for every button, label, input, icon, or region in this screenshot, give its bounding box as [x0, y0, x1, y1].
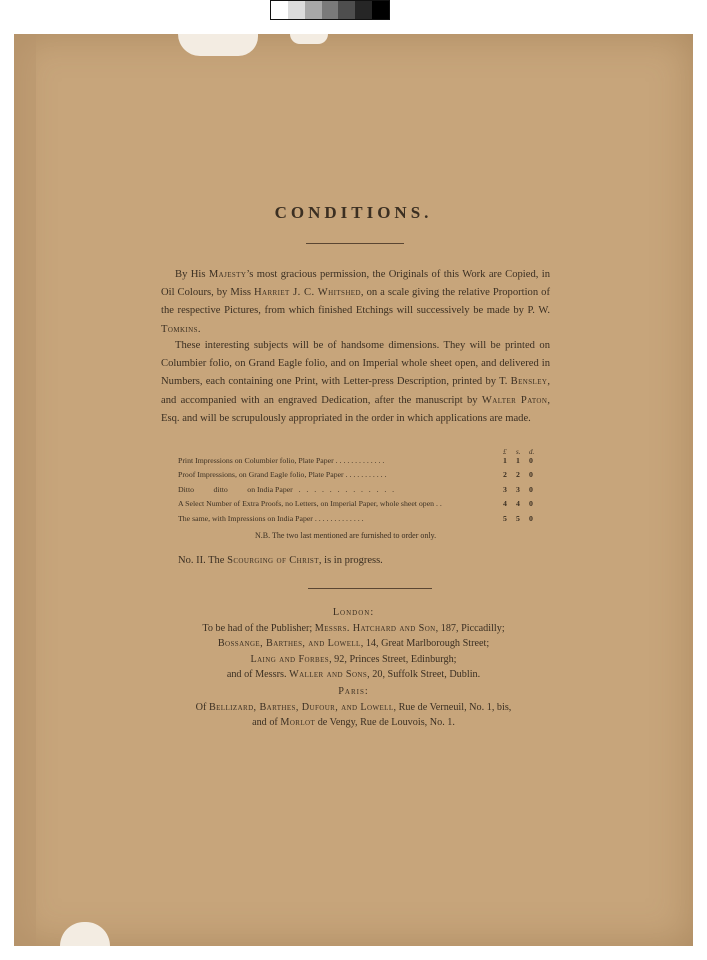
imprint-line: Bossange, Barthes, and Lowell, 14, Great Marlborough Street; — [217, 638, 490, 650]
imprint-line: Of Bellizard, Barthes, Dufour, and Lowell, Rue de Verneuil, No. 1, bis, — [195, 701, 512, 713]
price-list — [178, 445, 538, 528]
imprint-line: Laing and Forbes, 92, Princes Street, Edinburgh; — [250, 653, 457, 665]
page-title: CONDITIONS. — [274, 203, 433, 222]
paragraph-dimensions: These interesting subjects will be of handsome dimensions. They will be printed on Columbier folio, on Grand Eagle folio, and on Imperial whole sheet open, and delivered in Numbers, each containing one Print, with Letter-press Description, printed by T. Bensley, and accompanied with an engraved Dedication, after the manuscript by Walter Paton, Esq. and will be scrupulously appropriated in the order in which applications are made. — [161, 340, 550, 424]
price-row: Ditto ditto on India Paper . . . . . . . . . . . . . 3 3 0 — [178, 484, 533, 494]
sheet-fold-edge — [14, 34, 36, 946]
imprint-line: To be had of the Publisher; Messrs. Hatchard and Son, 187, Piccadilly; — [202, 622, 505, 634]
price-row: Proof Impressions, on Grand Eagle folio, Plate Paper . . . . . . . . . . . 2 2 0 — [178, 470, 533, 480]
section-divider — [308, 588, 432, 589]
imprint-line: and of Morlot de Vengy, Rue de Louvois, No. 1. — [252, 717, 455, 729]
swatch — [271, 1, 288, 19]
paper-tear — [178, 34, 258, 56]
swatch — [305, 1, 322, 19]
paper-tear — [290, 34, 328, 44]
price-header-pence: d. — [529, 448, 535, 456]
price-header-pounds: £ — [503, 448, 507, 456]
price-row: The same, with Impressions on India Paper . . . . . . . . . . . . . 5 5 0 — [178, 513, 533, 523]
paris-heading: Paris: — [338, 686, 369, 697]
price-header-shillings: s. — [516, 448, 521, 456]
swatch — [372, 1, 389, 19]
paragraph-permission: By His Majesty’s most gracious permission, the Originals of this Work are Copied, in Oil Colours, by Miss Harriet J. C. Whitshed, on a scale giving the relative Proportion of the respective Pictures, from which finished Etchings will successively be made by P. W. Tomkins. — [161, 269, 550, 335]
title-divider — [306, 243, 404, 244]
swatch — [338, 1, 355, 19]
price-row: Print Impressions on Columbier folio, Plate Paper . . . . . . . . . . . . . 1 1 0 — [178, 456, 533, 465]
swatch — [355, 1, 372, 19]
price-row: A Select Number of Extra Proofs, no Letters, on Imperial Paper, whole sheet open . . 4 4 0 — [178, 499, 533, 509]
progress-note: No. II. The Scourging of Christ, is in progress. — [178, 555, 383, 566]
london-heading: London: — [332, 607, 375, 618]
swatch — [288, 1, 305, 19]
swatch — [322, 1, 339, 19]
color-calibration-bar — [270, 0, 390, 20]
paris-imprint — [0, 684, 707, 731]
imprint-line: and of Messrs. Waller and Sons, 20, Suffolk Street, Dublin. — [226, 669, 481, 681]
nota-bene: N.B. The two last mentioned are furnished to order only. — [255, 531, 437, 540]
london-imprint — [0, 605, 707, 683]
